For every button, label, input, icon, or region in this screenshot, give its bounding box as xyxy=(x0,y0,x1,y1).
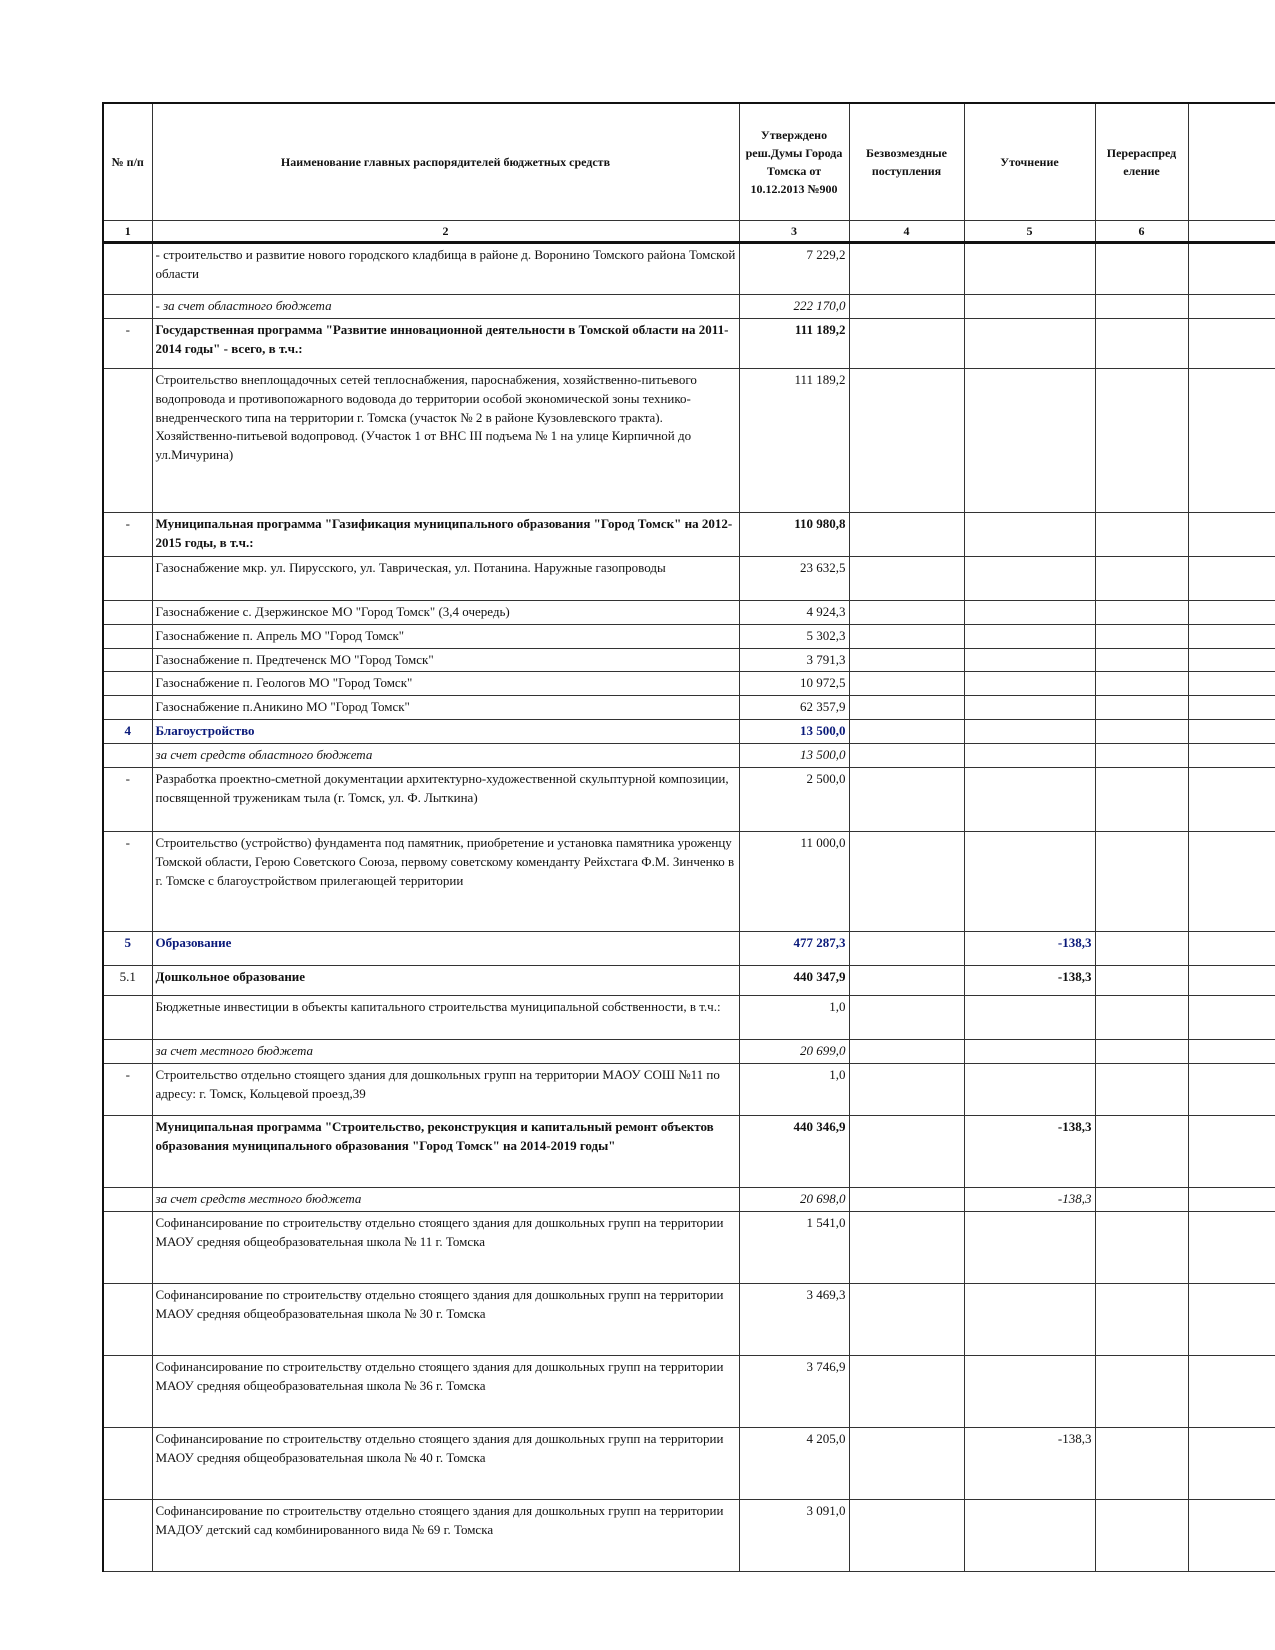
table-row xyxy=(103,648,1275,672)
row-name: за счет местного бюджета xyxy=(152,1040,739,1064)
row-number: - xyxy=(103,768,152,832)
header-approved: Утверждено реш.Думы Города Томска от 10.12.2013 №900 xyxy=(739,103,849,221)
column-number-row xyxy=(103,221,1275,243)
header-clarification: Уточнение xyxy=(964,103,1095,221)
row-gratuitous xyxy=(849,624,964,648)
row-number xyxy=(103,744,152,768)
row-number xyxy=(103,696,152,720)
row-gratuitous xyxy=(849,512,964,556)
row-approved: 3 091,0 xyxy=(739,1500,849,1572)
row-number xyxy=(103,1284,152,1356)
row-approved: 3 469,3 xyxy=(739,1284,849,1356)
row-extra xyxy=(1188,1188,1275,1212)
budget-table xyxy=(102,102,1275,1572)
row-redistribution xyxy=(1095,720,1188,744)
row-gratuitous xyxy=(849,832,964,932)
row-extra xyxy=(1188,1284,1275,1356)
row-approved: 20 698,0 xyxy=(739,1188,849,1212)
row-redistribution xyxy=(1095,243,1188,295)
table-row xyxy=(103,1428,1275,1500)
row-gratuitous xyxy=(849,1040,964,1064)
table-row xyxy=(103,768,1275,832)
table-row xyxy=(103,1356,1275,1428)
row-name: Газоснабжение мкр. ул. Пирусского, ул. Таврическая, ул. Потанина. Наружные газопроводы xyxy=(152,556,739,600)
row-approved: 7 229,2 xyxy=(739,243,849,295)
row-gratuitous xyxy=(849,720,964,744)
row-approved: 222 170,0 xyxy=(739,295,849,319)
row-approved: 4 924,3 xyxy=(739,600,849,624)
table-row xyxy=(103,672,1275,696)
row-number xyxy=(103,624,152,648)
row-approved: 62 357,9 xyxy=(739,696,849,720)
row-clarification xyxy=(964,996,1095,1040)
row-gratuitous xyxy=(849,932,964,966)
row-gratuitous xyxy=(849,243,964,295)
row-name: Государственная программа "Развитие инновационной деятельности в Томской области на 2011-2014 годы" - всего, в т.ч.: xyxy=(152,318,739,368)
row-approved: 23 632,5 xyxy=(739,556,849,600)
row-gratuitous xyxy=(849,1064,964,1116)
row-redistribution xyxy=(1095,768,1188,832)
row-extra xyxy=(1188,768,1275,832)
row-extra xyxy=(1188,1212,1275,1284)
row-clarification xyxy=(964,295,1095,319)
row-extra xyxy=(1188,966,1275,996)
row-extra xyxy=(1188,1428,1275,1500)
row-approved: 2 500,0 xyxy=(739,768,849,832)
row-name: Благоустройство xyxy=(152,720,739,744)
table-row xyxy=(103,996,1275,1040)
row-extra xyxy=(1188,512,1275,556)
row-approved: 5 302,3 xyxy=(739,624,849,648)
table-row xyxy=(103,966,1275,996)
row-clarification xyxy=(964,1284,1095,1356)
table-header-row xyxy=(103,103,1275,221)
row-gratuitous xyxy=(849,368,964,512)
row-approved: 1,0 xyxy=(739,1064,849,1116)
header-gratuitous: Безвозмездные поступления xyxy=(849,103,964,221)
row-gratuitous xyxy=(849,1284,964,1356)
row-extra xyxy=(1188,832,1275,932)
row-number: 4 xyxy=(103,720,152,744)
row-name: Муниципальная программа "Строительство, реконструкция и капитальный ремонт объектов образования муниципального образования "Город Томск" на 2014-2019 годы" xyxy=(152,1116,739,1188)
row-clarification xyxy=(964,368,1095,512)
row-name: Газоснабжение с. Дзержинское МО "Город Томск" (3,4 очередь) xyxy=(152,600,739,624)
table-row xyxy=(103,932,1275,966)
row-extra xyxy=(1188,295,1275,319)
column-number: 5 xyxy=(964,221,1095,243)
row-number: - xyxy=(103,512,152,556)
header-extra xyxy=(1188,103,1275,221)
row-redistribution xyxy=(1095,1116,1188,1188)
row-redistribution xyxy=(1095,556,1188,600)
row-name: Газоснабжение п. Предтеченск МО "Город Томск" xyxy=(152,648,739,672)
row-clarification xyxy=(964,1040,1095,1064)
row-redistribution xyxy=(1095,648,1188,672)
column-number: 1 xyxy=(103,221,152,243)
row-clarification xyxy=(964,1212,1095,1284)
row-extra xyxy=(1188,318,1275,368)
column-number: 3 xyxy=(739,221,849,243)
row-number xyxy=(103,1116,152,1188)
row-name: - строительство и развитие нового городского кладбища в районе д. Воронино Томского района Томской области xyxy=(152,243,739,295)
table-row xyxy=(103,318,1275,368)
row-gratuitous xyxy=(849,768,964,832)
table-row xyxy=(103,832,1275,932)
row-clarification: -138,3 xyxy=(964,1188,1095,1212)
table-row xyxy=(103,243,1275,295)
row-redistribution xyxy=(1095,295,1188,319)
row-approved: 13 500,0 xyxy=(739,744,849,768)
row-gratuitous xyxy=(849,1116,964,1188)
table-row xyxy=(103,1040,1275,1064)
row-approved: 13 500,0 xyxy=(739,720,849,744)
row-redistribution xyxy=(1095,966,1188,996)
row-number: - xyxy=(103,1064,152,1116)
table-body xyxy=(103,243,1275,1572)
row-approved: 1 541,0 xyxy=(739,1212,849,1284)
row-redistribution xyxy=(1095,1040,1188,1064)
row-clarification xyxy=(964,512,1095,556)
row-extra xyxy=(1188,720,1275,744)
row-name: Софинансирование по строительству отдельно стоящего здания для дошкольных групп на территории МАОУ средняя общеобразовательная школа № 40 г. Томска xyxy=(152,1428,739,1500)
column-number: 2 xyxy=(152,221,739,243)
column-number: 4 xyxy=(849,221,964,243)
row-number xyxy=(103,295,152,319)
row-clarification xyxy=(964,744,1095,768)
row-number xyxy=(103,1212,152,1284)
row-number xyxy=(103,600,152,624)
row-approved: 440 347,9 xyxy=(739,966,849,996)
row-approved: 10 972,5 xyxy=(739,672,849,696)
row-clarification xyxy=(964,600,1095,624)
row-number xyxy=(103,556,152,600)
row-number xyxy=(103,1040,152,1064)
row-redistribution xyxy=(1095,318,1188,368)
row-name: Софинансирование по строительству отдельно стоящего здания для дошкольных групп на территории МАОУ средняя общеобразовательная школа № 11 г. Томска xyxy=(152,1212,739,1284)
row-name: Газоснабжение п. Геологов МО "Город Томск" xyxy=(152,672,739,696)
row-extra xyxy=(1188,672,1275,696)
table-row xyxy=(103,744,1275,768)
row-clarification xyxy=(964,624,1095,648)
row-number xyxy=(103,1356,152,1428)
row-extra xyxy=(1188,243,1275,295)
table-row xyxy=(103,720,1275,744)
row-extra xyxy=(1188,1116,1275,1188)
row-number xyxy=(103,672,152,696)
row-number: 5.1 xyxy=(103,966,152,996)
row-approved: 111 189,2 xyxy=(739,318,849,368)
row-name: Разработка проектно-сметной документации архитектурно-художественной скульптурной композиции, посвященной труженикам тыла (г. Томск, ул. Ф. Лыткина) xyxy=(152,768,739,832)
table-row xyxy=(103,295,1275,319)
row-name: Строительство (устройство) фундамента под памятник, приобретение и установка памятника уроженцу Томской области, Герою Советского Союза, первому советскому коменданту Рейхстага Ф.М. Зинченко в г. Томске с благоустройством прилегающей территории xyxy=(152,832,739,932)
table-row xyxy=(103,696,1275,720)
row-gratuitous xyxy=(849,996,964,1040)
row-redistribution xyxy=(1095,600,1188,624)
row-extra xyxy=(1188,600,1275,624)
row-gratuitous xyxy=(849,1212,964,1284)
header-redistribution: Перераспред еление xyxy=(1095,103,1188,221)
row-name: Строительство внеплощадочных сетей теплоснабжения, пароснабжения, хозяйственно-питьевого водопровода и противопожарного водовода до территории особой экономической зоны технико-внедренческого типа на территории г. Томска (участок № 2 в районе Кузовлевского тракта). Хозяйственно-питьевой водопровод. (Участок 1 от ВНС III подъема № 1 на улице Кирпичной до ул.Мичурина) xyxy=(152,368,739,512)
row-gratuitous xyxy=(849,600,964,624)
row-number xyxy=(103,996,152,1040)
row-approved: 440 346,9 xyxy=(739,1116,849,1188)
table-row xyxy=(103,624,1275,648)
row-approved: 477 287,3 xyxy=(739,932,849,966)
row-clarification xyxy=(964,1356,1095,1428)
row-redistribution xyxy=(1095,996,1188,1040)
row-approved: 3 791,3 xyxy=(739,648,849,672)
row-extra xyxy=(1188,1500,1275,1572)
header-name: Наименование главных распорядителей бюджетных средств xyxy=(152,103,739,221)
row-redistribution xyxy=(1095,832,1188,932)
row-clarification: -138,3 xyxy=(964,1116,1095,1188)
row-clarification xyxy=(964,696,1095,720)
row-redistribution xyxy=(1095,1284,1188,1356)
table-row xyxy=(103,1284,1275,1356)
row-redistribution xyxy=(1095,624,1188,648)
row-approved: 1,0 xyxy=(739,996,849,1040)
table-row xyxy=(103,1500,1275,1572)
row-gratuitous xyxy=(849,966,964,996)
row-gratuitous xyxy=(849,648,964,672)
table-row xyxy=(103,512,1275,556)
row-clarification xyxy=(964,672,1095,696)
row-name: Муниципальная программа "Газификация муниципального образования "Город Томск" на 2012-2015 годы, в т.ч.: xyxy=(152,512,739,556)
row-approved: 111 189,2 xyxy=(739,368,849,512)
row-extra xyxy=(1188,1064,1275,1116)
row-clarification xyxy=(964,720,1095,744)
row-number: - xyxy=(103,318,152,368)
row-number xyxy=(103,1500,152,1572)
row-gratuitous xyxy=(849,556,964,600)
row-number: 5 xyxy=(103,932,152,966)
row-clarification: -138,3 xyxy=(964,932,1095,966)
row-clarification xyxy=(964,768,1095,832)
row-number xyxy=(103,368,152,512)
row-redistribution xyxy=(1095,1428,1188,1500)
row-extra xyxy=(1188,1356,1275,1428)
row-gratuitous xyxy=(849,295,964,319)
row-clarification xyxy=(964,832,1095,932)
row-extra xyxy=(1188,556,1275,600)
table-row xyxy=(103,1212,1275,1284)
row-clarification xyxy=(964,556,1095,600)
row-clarification xyxy=(964,1064,1095,1116)
row-redistribution xyxy=(1095,1356,1188,1428)
row-redistribution xyxy=(1095,1212,1188,1284)
row-name: за счет средств местного бюджета xyxy=(152,1188,739,1212)
row-redistribution xyxy=(1095,672,1188,696)
row-approved: 3 746,9 xyxy=(739,1356,849,1428)
row-number xyxy=(103,648,152,672)
column-number: 6 xyxy=(1095,221,1188,243)
row-approved: 11 000,0 xyxy=(739,832,849,932)
row-name: - за счет областного бюджета xyxy=(152,295,739,319)
row-name: Строительство отдельно стоящего здания для дошкольных групп на территории МАОУ СОШ №11 по адресу: г. Томск, Кольцевой проезд,39 xyxy=(152,1064,739,1116)
row-clarification: -138,3 xyxy=(964,966,1095,996)
row-extra xyxy=(1188,1040,1275,1064)
row-clarification xyxy=(964,318,1095,368)
row-redistribution xyxy=(1095,1500,1188,1572)
row-extra xyxy=(1188,648,1275,672)
table-row xyxy=(103,1188,1275,1212)
row-name: Софинансирование по строительству отдельно стоящего здания для дошкольных групп на территории МАДОУ детский сад комбинированного вида № 69 г. Томска xyxy=(152,1500,739,1572)
row-extra xyxy=(1188,696,1275,720)
row-name: Бюджетные инвестиции в объекты капитального строительства муниципальной собственности, в т.ч.: xyxy=(152,996,739,1040)
row-approved: 4 205,0 xyxy=(739,1428,849,1500)
row-name: Софинансирование по строительству отдельно стоящего здания для дошкольных групп на территории МАОУ средняя общеобразовательная школа № 30 г. Томска xyxy=(152,1284,739,1356)
row-redistribution xyxy=(1095,368,1188,512)
row-clarification xyxy=(964,648,1095,672)
row-name: за счет средств областного бюджета xyxy=(152,744,739,768)
row-extra xyxy=(1188,744,1275,768)
row-number: - xyxy=(103,832,152,932)
row-approved: 110 980,8 xyxy=(739,512,849,556)
row-gratuitous xyxy=(849,1188,964,1212)
row-name: Образование xyxy=(152,932,739,966)
row-redistribution xyxy=(1095,512,1188,556)
row-gratuitous xyxy=(849,672,964,696)
row-extra xyxy=(1188,932,1275,966)
row-clarification: -138,3 xyxy=(964,1428,1095,1500)
table-row xyxy=(103,1116,1275,1188)
row-redistribution xyxy=(1095,696,1188,720)
row-gratuitous xyxy=(849,1428,964,1500)
row-name: Софинансирование по строительству отдельно стоящего здания для дошкольных групп на территории МАОУ средняя общеобразовательная школа № 36 г. Томска xyxy=(152,1356,739,1428)
row-name: Газоснабжение п. Апрель МО "Город Томск" xyxy=(152,624,739,648)
row-gratuitous xyxy=(849,696,964,720)
table-row xyxy=(103,600,1275,624)
row-number xyxy=(103,243,152,295)
column-number-extra xyxy=(1188,221,1275,243)
row-gratuitous xyxy=(849,1356,964,1428)
row-extra xyxy=(1188,368,1275,512)
row-name: Дошкольное образование xyxy=(152,966,739,996)
table-row xyxy=(103,368,1275,512)
row-clarification xyxy=(964,243,1095,295)
table-row xyxy=(103,1064,1275,1116)
table-row xyxy=(103,556,1275,600)
row-gratuitous xyxy=(849,744,964,768)
row-redistribution xyxy=(1095,744,1188,768)
header-number: № п/п xyxy=(103,103,152,221)
row-name: Газоснабжение п.Аникино МО "Город Томск" xyxy=(152,696,739,720)
row-number xyxy=(103,1188,152,1212)
row-gratuitous xyxy=(849,1500,964,1572)
row-extra xyxy=(1188,996,1275,1040)
row-redistribution xyxy=(1095,1188,1188,1212)
row-gratuitous xyxy=(849,318,964,368)
row-number xyxy=(103,1428,152,1500)
row-extra xyxy=(1188,624,1275,648)
row-redistribution xyxy=(1095,932,1188,966)
row-redistribution xyxy=(1095,1064,1188,1116)
row-clarification xyxy=(964,1500,1095,1572)
row-approved: 20 699,0 xyxy=(739,1040,849,1064)
